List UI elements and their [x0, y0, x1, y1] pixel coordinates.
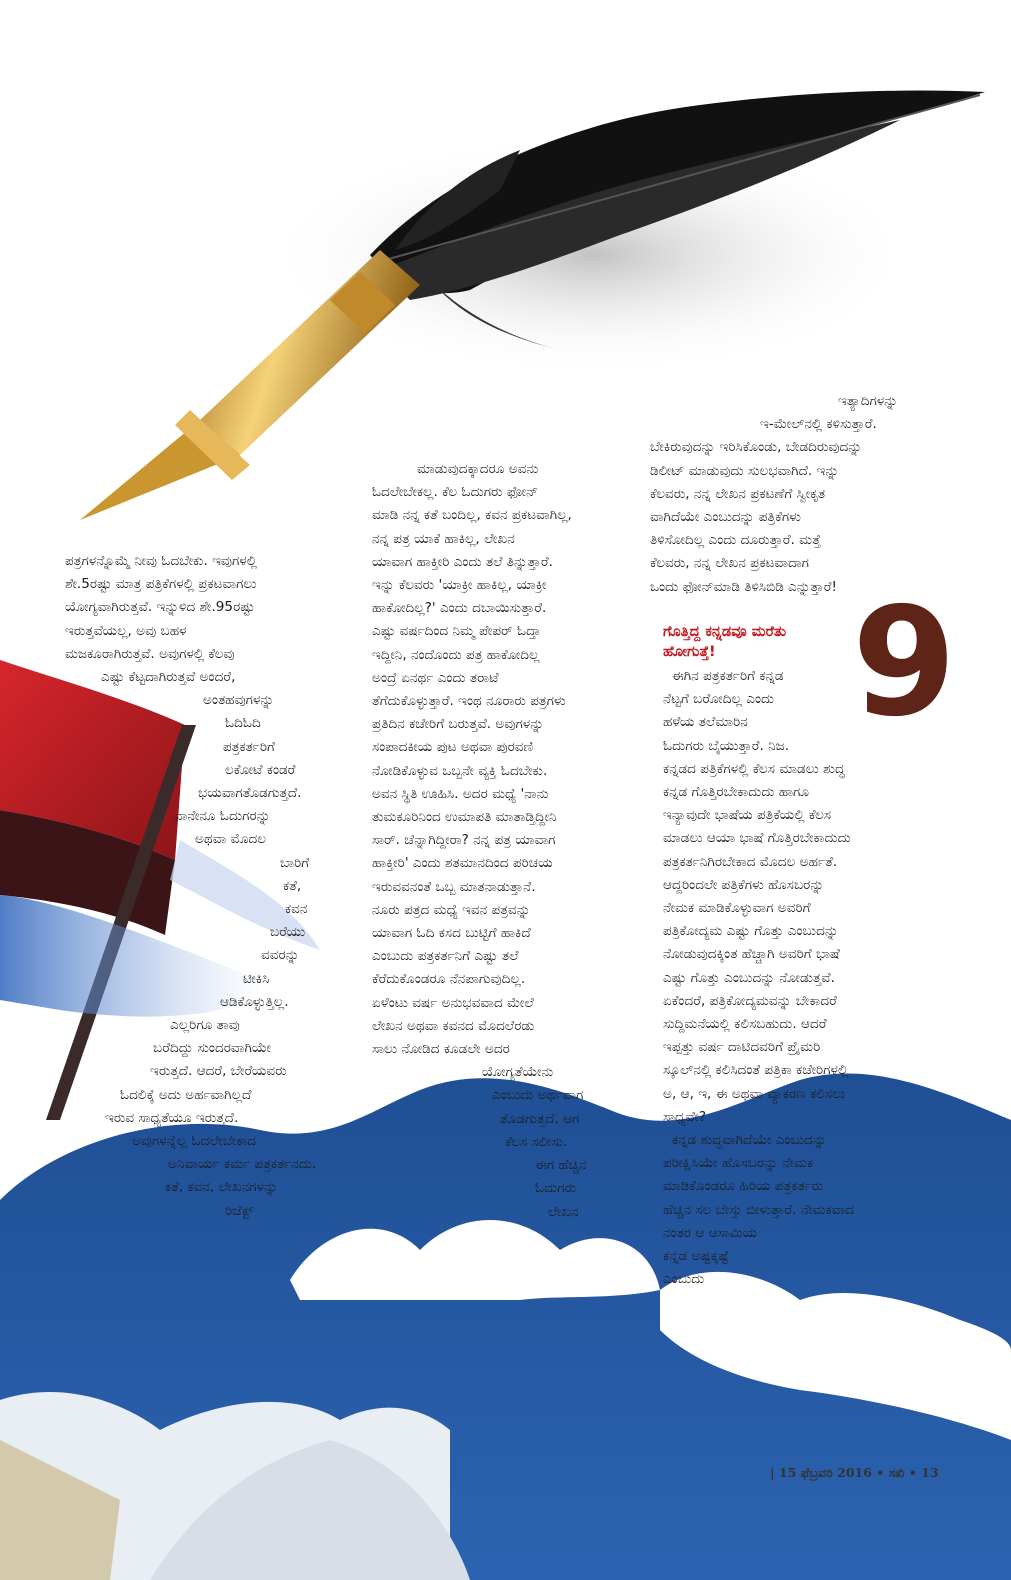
column-2-line: ಎಷ್ಟು ವರ್ಷದಿಂದ ನಿಮ್ಮ ಪೇಪರ್ ಓದ್ತಾ	[372, 623, 541, 640]
column-3-body-line: ಹಳೆಯ ತಲೆಮಾರಿನ	[663, 714, 748, 731]
column-1-line: ಯೋಗ್ಯವಾಗಿರುತ್ತವೆ. ಇನ್ನುಳಿದ ಶೇ.95ರಷ್ಟು	[65, 599, 255, 616]
column-1-line: ಇರುತ್ತವೆಯಲ್ಲ, ಅವು ಬಹಳ	[65, 622, 187, 639]
column-3-intro-line: ಕೆಲವರು, ನನ್ನ ಲೇಖನ ಪ್ರಕಟವಾದಾಗ	[650, 555, 809, 572]
column-2-line: ಅವನ ಸ್ಥಿತಿ ಊಹಿಸಿ. ಅದರ ಮಧ್ಯೆ 'ನಾನು	[372, 785, 549, 802]
column-3-intro-line: ಬೇಕಿರುವುದನ್ನು ಇರಿಸಿಕೊಂಡು, ಬೇಡದಿರುವುದನ್ನು	[650, 439, 863, 456]
column-1-line: ಬರೆಯು	[270, 924, 306, 941]
column-2-line: ಅಂದ್ರೆ ಏನರ್ಥ ಎಂದು ತರಾಟೆ	[372, 669, 499, 686]
column-2-line: ತುಮಕೂರಿನಿಂದ ಉಮಾಪತಿ ಮಾತಾಡ್ತಿದ್ದೀನಿ	[372, 809, 557, 826]
section-heading-line-2: ಹೋಗುತ್ತೆ!	[663, 644, 716, 660]
column-3-body-line: ಮಾಡಿಕೊಂಡರೂ ಹಿರಿಯ ಪತ್ರಕರ್ತರು	[663, 1178, 824, 1195]
column-2-line: ಇನ್ನು ಕೆಲವರು 'ಯಾಕ್ರೀ ಹಾಕಿಲ್ಲ, ಯಾಕ್ರೀ	[372, 577, 547, 594]
column-3-body-line: ಹೆಚ್ಚಿನ ಸಲ ಬೇಸ್ತು ಬೀಳುತ್ತಾರೆ. ನೇಮಕವಾದ	[663, 1201, 855, 1218]
column-3-body-line: ಸಾಧ್ಯವೇ?	[663, 1108, 707, 1125]
column-1-line: ಇರುತ್ತದೆ. ಆದರೆ, ಬೇರೆಯವರು	[150, 1063, 287, 1080]
column-3-body-line: ಅ, ಆ, ಇ, ಈ ಅಥವಾ ವ್ಯಾಕರಣ ಕಲಿಸಲು	[663, 1085, 846, 1102]
column-2-line: ಯೋಗ್ಯತೆಯೇನು	[482, 1064, 554, 1081]
column-3-body-line: ಕನ್ನಡ ಗೊತ್ತಿರಬೇಕಾದುದು ಹಾಗೂ	[663, 784, 810, 801]
column-3-body-line: ಕನ್ನಡ ಅಷ್ಟಕ್ಕಷ್ಟೆ	[663, 1248, 729, 1265]
column-1-line: ಅನಿವಾರ್ಯ ಕರ್ಮ ಪತ್ರಕರ್ತನದು.	[168, 1156, 317, 1173]
column-1-line: ವವರನ್ನು	[261, 947, 300, 964]
column-2-line: ಹಾಕೋದಿಲ್ಲ?' ಎಂದು ದಬಾಯಿಸುತ್ತಾರೆ.	[372, 600, 547, 617]
text-column-2	[372, 458, 664, 1224]
column-1-line: ಬಾರಿಗೆ	[280, 854, 310, 871]
column-2-line: ಸಂಪಾದಕೀಯ ಪುಟ ಅಥವಾ ಪುರವಣಿ	[372, 739, 534, 756]
column-3-body	[650, 665, 950, 1291]
column-1-line: ಎಲ್ಲರಿಗೂ ತಾವು	[170, 1017, 240, 1034]
text-column-1	[65, 550, 355, 1223]
text-column-3	[650, 390, 950, 599]
column-3-body-line: ಪತ್ರಿಕೋದ್ಯಮ ಎಷ್ಟು ಗೊತ್ತು ಎಂಬುದನ್ನು	[663, 923, 839, 940]
column-2-line: ಪ್ರತಿದಿನ ಕಚೇರಿಗೆ ಬರುತ್ತವೆ. ಅವುಗಳನ್ನು	[372, 716, 544, 733]
column-3-body-line: ಇನ್ಯಾವುದೇ ಭಾಷೆಯ ಪತ್ರಿಕೆಯಲ್ಲಿ ಕೆಲಸ	[663, 807, 832, 824]
column-1-line: ಭಯವಾಗತೊಡಗುತ್ತದೆ.	[198, 785, 302, 802]
page-footer: | 15 ಫೆಬ್ರವರಿ 2016 • ಸಖಿ • 13	[770, 1465, 939, 1480]
column-1-line: ಪತ್ರಗಳನ್ನೊಮ್ಮೆ ನೀವು ಓದಬೇಕು. ಇವುಗಳಲ್ಲಿ	[65, 553, 258, 569]
column-1-line: ಕತೆ,	[283, 877, 302, 894]
column-3-intro-line: ತಿಳಿಸೋದಿಲ್ಲ ಎಂದು ದೂರುತ್ತಾರೆ. ಮತ್ತೆ	[650, 532, 822, 549]
column-3-intro-line: ಒಂದು ಫೋನ್‌ಮಾಡಿ ತಿಳಿಸಿಬಿಡಿ ಎನ್ನುತ್ತಾರೆ!	[650, 578, 837, 595]
column-2-line: ಲೇಖನ	[548, 1203, 579, 1220]
column-1-line: ಬರೆದಿದ್ದು ಸುಂದರವಾಗಿಯೇ	[153, 1040, 271, 1057]
column-3-body-line: ಏಕೆಂದರೆ, ಪತ್ರಿಕೋದ್ಯಮವನ್ನು ಬೇಕಾದರೆ	[663, 992, 837, 1009]
column-1-line: ಮಜಕೂರಾಗಿರುತ್ತವೆ. ಅವುಗಳಲ್ಲಿ ಕೆಲವು	[65, 645, 235, 662]
column-2-line: ಇದ್ದೀನಿ, ನಂದೊಂದು ಪತ್ರ ಹಾಕೋದಿಲ್ಲ	[372, 646, 540, 663]
column-1-line: ಲಕೋಟೆ ಕಂಡರೆ	[225, 761, 296, 778]
column-1-line: ರಿಜೆಕ್ಟ್	[225, 1202, 254, 1219]
column-2-line: ಎಂಬುದು ಅರ್ಥವಾಗ	[492, 1087, 584, 1104]
column-1-line: ಶೇ.5ರಷ್ಟು ಮಾತ್ರ ಪತ್ರಿಕೆಗಳಲ್ಲಿ ಪ್ರಕಟವಾಗಲು	[65, 576, 257, 593]
column-3-body-line: ಓದುಗರು ಬೈಯುತ್ತಾರೆ. ನಿಜ.	[663, 737, 790, 754]
column-2-line: ಸಾಲು ನೋಡಿದ ಕೂಡಲೇ ಅದರ	[372, 1041, 510, 1058]
column-3-intro-line: ಕೆಲವರು, ನನ್ನ ಲೇಖನ ಪ್ರಕಟಣೆಗೆ ಸ್ವೀಕೃತ	[650, 485, 826, 502]
column-3-intro-line: ವಾಗಿದೆಯೇ ಎಂಬುದನ್ನು ಪತ್ರಿಕೆಗಳು	[650, 509, 801, 526]
column-3-body-line: ಇಪ್ಪತ್ತು ವರ್ಷ ದಾಟಿದವರಿಗೆ ಪ್ರೈಮರಿ	[663, 1039, 821, 1056]
column-3-intro-line: ಇ-ಮೇಲ್‌ನಲ್ಲಿ ಕಳಿಸುತ್ತಾರೆ.	[760, 416, 877, 433]
column-3-body-line: ಕನ್ನಡ ಶುದ್ಧವಾಗಿದೆಯೇ ಎಂಬುದನ್ನು	[672, 1132, 827, 1149]
column-3-body-line: ಸ್ಕೂಲ್‌ನಲ್ಲಿ ಕಲಿಸಿದಂತೆ ಪತ್ರಿಕಾ ಕಚೇರಿಗಳಲ್ಲಿ	[663, 1062, 849, 1079]
column-2-line: ಮಾಡಿ ನನ್ನ ಕತೆ ಬಂದಿಲ್ಲ, ಕವನ ಪ್ರಕಟವಾಗಿಲ್ಲ,	[372, 507, 572, 524]
column-2-line: ಮಾಡುವುದಕ್ಕಾದರೂ ಅವನು	[417, 461, 539, 477]
column-1-line: ಕತೆ, ಕವನ, ಲೇಖನಗಳನ್ನು	[165, 1179, 278, 1196]
column-3-body-line: ನೆಟ್ಟಗೆ ಬರೋದಿಲ್ಲ ಎಂದು	[663, 691, 775, 708]
column-2-line: ನೂರು ಪತ್ರದ ಮಧ್ಯೆ ಇವನ ಪತ್ರವನ್ನು	[372, 901, 531, 918]
column-3-body-line: ನೋಡುವುದಕ್ಕಿಂತ ಹೆಚ್ಚಾಗಿ ಅವರಿಗೆ ಭಾಷೆ	[663, 946, 840, 963]
column-3-body-line: ಪತ್ರಕರ್ತನಿಗಿರಬೇಕಾದ ಮೊದಲ ಅರ್ಹತೆ.	[663, 853, 838, 870]
column-2-line: ಯಾವಾಗ ಓದಿ ಕಸದ ಬುಟ್ಟಿಗೆ ಹಾಕಿದೆ	[372, 925, 531, 942]
column-1-line: ಪತ್ರಕರ್ತರಿಗೆ	[223, 738, 275, 755]
column-3-body-line: ಪರೀಕ್ಷಿಸಿಯೇ ಹೊಸಬರನ್ನು ನೇಮಕ	[663, 1155, 814, 1172]
column-3-intro	[650, 390, 950, 599]
column-3-intro-line: ಇತ್ಯಾದಿಗಳನ್ನು	[838, 393, 898, 409]
column-2-line: ಕೆರೆದುಕೊಂಡರೂ ನೆನಪಾಗುವುದಿಲ್ಲ.	[372, 971, 526, 988]
column-1-line: ಓದಲಿಕ್ಕೆ ಅದು ಅರ್ಹವಾಗಿಲ್ಲದೆ	[120, 1086, 252, 1103]
column-2-line: ನೋಡಿಕೊಳ್ಳುವ ಒಬ್ಬನೇ ವ್ಯಕ್ತಿ ಓದಬೇಕು.	[372, 762, 548, 779]
column-3-body-line: ಈಗಿನ ಪತ್ರಕರ್ತರಿಗೆ ಕನ್ನಡ	[672, 668, 784, 684]
column-1-line: ಆಡಿಕೊಳ್ಳುತ್ತಿಲ್ಲ.	[220, 993, 289, 1010]
column-3-body-line: ಎಂಬುದು	[663, 1271, 705, 1288]
column-3-body-line: ಕನ್ನಡದ ಪತ್ರಿಕೆಗಳಲ್ಲಿ ಕೆಲಸ ಮಾಡಲು ಶುದ್ಧ	[663, 760, 845, 777]
column-2-line: ಲೇಖನ ಅಥವಾ ಕವನದ ಮೊದಲೆರಡು	[372, 1017, 535, 1034]
column-3-body-line: ಸುದ್ದಿಮನೆಯಲ್ಲಿ ಕಲಿಸಬಹುದು. ಆದರೆ	[663, 1016, 827, 1033]
column-2-line: ಈಗ ಹೆಚ್ಚಿನ	[535, 1157, 587, 1174]
column-2-line: ಕೆಲಸ ಸಲೀಸು.	[505, 1133, 568, 1150]
column-2-line: ಏಳೆಂಟು ವರ್ಷ ಅನುಭವವಾದ ಮೇಲೆ	[372, 994, 534, 1011]
column-3-intro-line: ಡಿಲೀಟ್ ಮಾಡುವುದು ಸುಲಭವಾಗಿದೆ. ಇನ್ನು	[650, 462, 840, 479]
column-1-line: ಕವನ	[285, 901, 308, 918]
column-3-body-line: ಆದ್ದರಿಂದಲೇ ಪತ್ರಿಕೆಗಳು ಹೊಸಬರನ್ನು	[663, 876, 825, 893]
column-1-line: ನಾನೇನೂ ಓದುಗರನ್ನು	[175, 808, 271, 825]
section-number: 9	[852, 576, 957, 750]
column-1-line: ಓದಿಓದಿ	[225, 715, 261, 732]
column-1-line: ಅವುಗಳನ್ನೆಲ್ಲ ಓದಲೇಬೇಕಾದ	[132, 1133, 257, 1150]
column-2-line: ಓದುಗರು	[535, 1180, 577, 1197]
column-2-line: ತೊಡಗುತ್ತದೆ. ಆಗ	[500, 1110, 580, 1127]
column-3-body-line: ನೇಮಕ ಮಾಡಿಕೊಳ್ಳುವಾಗ ಅವರಿಗೆ	[663, 900, 811, 917]
column-2-line: ಓದಲೇಬೇಕಲ್ಲ. ಕೆಲ ಓದುಗರು ಫೋನ್	[372, 484, 538, 501]
column-3-body-line: ನಂತರ ಆ ಆಸಾಮಿಯ	[663, 1224, 758, 1241]
section-heading-line-1: ಗೊತ್ತಿದ್ದ ಕನ್ನಡವೂ ಮರೆತು	[663, 624, 787, 640]
column-3-body-line: ಮಾಡಲು ಆಯಾ ಭಾಷೆ ಗೊತ್ತಿರಬೇಕಾದುದು	[663, 830, 851, 847]
column-2-line: ತೆಗೆದುಕೊಳ್ಳುತ್ತಾರೆ. ಇಂಥ ನೂರಾರು ಪತ್ರಗಳು	[372, 693, 566, 710]
column-2-line: ಇರುವವನಂತೆ ಒಬ್ಬ ಮಾತನಾಡುತ್ತಾನೆ.	[372, 878, 536, 895]
column-1-line: ಟೀಕಿಸಿ	[243, 970, 270, 987]
column-1-line: ಅಂತಹವುಗಳನ್ನು	[203, 692, 275, 709]
column-2-line: ಹಾಕ್ತೀರಿ' ಎಂದು ಶತಮಾನದಿಂದ ಪರಿಚಯ	[372, 855, 553, 872]
column-2-line: ಎಂಬುದು ಪತ್ರಕರ್ತನಿಗೆ ಎಷ್ಟು ತಲೆ	[372, 948, 519, 965]
column-2-line: ನನ್ನ ಪತ್ರ ಯಾಕೆ ಹಾಕಿಲ್ಲ, ಲೇಖನ	[372, 530, 515, 547]
column-3-body-line: ಎಷ್ಟು ಗೊತ್ತು ಎಂಬುದನ್ನು ನೋಡುತ್ತವೆ.	[663, 969, 835, 986]
column-1-line: ಇರುವ ಸಾಧ್ಯತೆಯೂ ಇರುತ್ತದೆ.	[105, 1109, 239, 1126]
section-heading	[663, 622, 863, 662]
column-1-line: ಎಷ್ಟು ಕೆಟ್ಟದಾಗಿರುತ್ತವೆ ಅಂದರೆ,	[101, 669, 236, 686]
column-2-line: ಸಾರ್. ಚೆನ್ನಾಗಿದ್ದೀರಾ? ನನ್ನ ಪತ್ರ ಯಾವಾಗ	[372, 832, 556, 849]
column-2-line: ಯಾವಾಗ ಹಾಕ್ತೀರಿ ಎಂದು ತಲೆ ತಿನ್ನುತ್ತಾರೆ.	[372, 553, 553, 570]
column-1-line: ಅಥವಾ ಮೊದಲ	[195, 831, 267, 848]
